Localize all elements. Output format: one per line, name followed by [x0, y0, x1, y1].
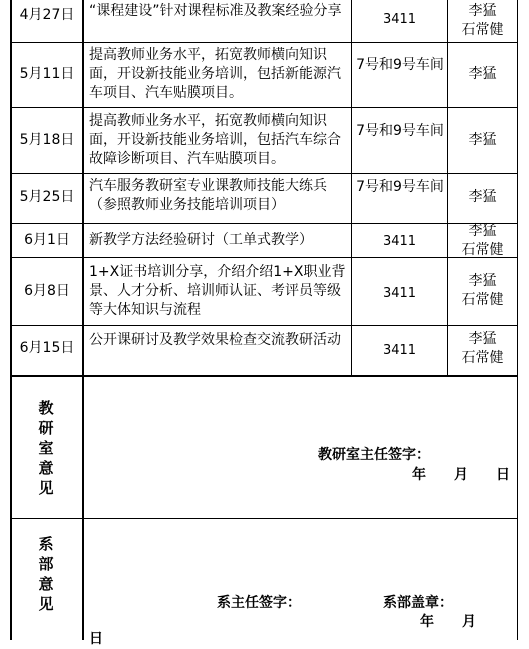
table-row-date: 5月18日 [19, 132, 75, 148]
row-divider [10, 518, 518, 519]
table-row-person: 李猛 石常健 [461, 331, 504, 366]
row-divider [10, 223, 518, 224]
table-border-right [517, 0, 518, 640]
table-row-content: 公开课研讨及教学效果检查交流教研活动 [89, 332, 341, 348]
table-row-person: 李猛 [468, 189, 497, 205]
table-row-content: 新教学方法经验研讨（工单式教学） [89, 232, 313, 248]
table-row-place: 3411 [382, 234, 417, 249]
column-divider-content [351, 0, 352, 375]
table-row-content: 1+X证书培训分享，介绍介绍1+X职业背景、人才分析、培训师认证、考评员等级等大体知识与流程 [89, 264, 346, 318]
table-row-content: 汽车服务教研室专业课教师技能大练兵（参照教师业务技能培训项目） [89, 178, 327, 213]
table-row-person: 李猛 [468, 132, 497, 148]
table-border-left [10, 0, 12, 640]
column-divider-date [82, 0, 84, 640]
table-row-content: 提高教师业务水平，拓宽教师横向知识面，开设新技能业务培训，包括新能源汽车项目、汽车贴膜项目。 [89, 47, 341, 101]
table-row-date: 5月25日 [19, 189, 75, 205]
teaching-office-opinion-label: 教 研 室 意 见 [38, 399, 54, 497]
row-divider [10, 107, 518, 108]
table-row-place: 3411 [382, 286, 417, 301]
row-divider [10, 173, 518, 174]
table-row-person: 李猛 [468, 66, 497, 82]
row-divider [10, 375, 518, 377]
table-row-place: 7号和9号车间 [356, 57, 444, 73]
teaching-office-director-signature-label: 教研室主任签字： [318, 447, 430, 463]
table-row-place: 7号和9号车间 [356, 179, 444, 195]
department-seal-label: 系部盖章： [383, 595, 453, 611]
table-row-person: 李猛 石常健 [461, 223, 504, 258]
department-opinion-date-day: 日 [89, 631, 103, 647]
table-row-date: 6月15日 [19, 340, 75, 356]
department-opinion-date: 年 月 [420, 614, 476, 630]
table-row-place: 7号和9号车间 [356, 123, 444, 139]
table-row-place: 3411 [382, 343, 417, 358]
row-divider [10, 325, 518, 326]
table-row-content: 提高教师业务水平，拓宽教师横向知识面，开设新技能业务培训，包括汽车综合故障诊断项目、汽车贴膜项目。 [89, 113, 341, 167]
row-divider [10, 257, 518, 258]
table-row-date: 6月1日 [24, 232, 70, 248]
table-row-person: 李猛 石常健 [461, 273, 504, 308]
department-opinion-label: 系 部 意 见 [38, 535, 54, 613]
table-row-date: 6月8日 [24, 283, 70, 299]
row-divider [10, 42, 518, 43]
table-row-date: 4月27日 [19, 7, 75, 23]
table-row-person: 李猛 石常健 [461, 3, 504, 38]
teaching-office-opinion-date: 年 月 日 [412, 467, 510, 483]
department-head-signature-label: 系主任签字： [217, 595, 301, 611]
table-row-place: 3411 [382, 12, 417, 27]
table-row-date: 5月11日 [19, 66, 75, 82]
table-row-content: “课程建设”针对课程标准及教案经验分享 [89, 3, 342, 19]
